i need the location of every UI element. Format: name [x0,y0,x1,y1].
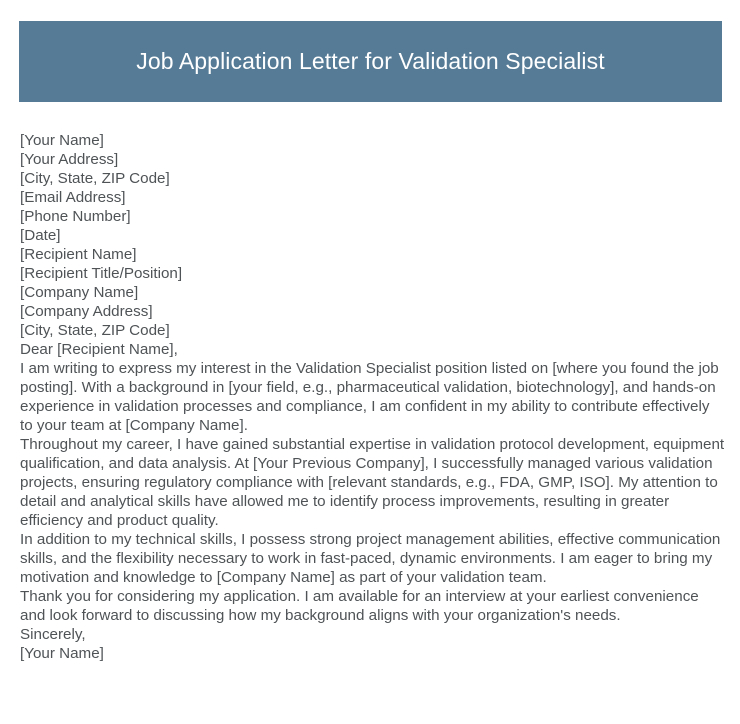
letter-body [20,131,726,663]
letter-line: Sincerely, [20,626,86,643]
letter-line: [City, State, ZIP Code] [20,322,170,339]
letter-line: [Phone Number] [20,208,131,225]
letter-line: [Recipient Title/Position] [20,265,183,282]
document-header-banner [19,21,722,102]
letter-line: [Email Address] [20,189,126,206]
letter-line: [Your Address] [20,151,119,168]
letter-line: [Date] [20,227,61,244]
letter-line: [Your Name] [20,645,104,662]
letter-line: [City, State, ZIP Code] [20,170,170,187]
page-title: Job Application Letter for Validation Specialist [136,47,605,74]
letter-line: [Company Name] [20,284,139,301]
letter-line: I am writing to express my interest in the Validation Specialist position listed on [where you found the job posting]. With a background in [your field, e.g., pharmaceutical validation, biotechnology], and hands-on experience in validation processes and compliance, I am confident in my ability to contribute effectively to your team at [Company Name]. [20,360,719,434]
letter-line: Throughout my career, I have gained substantial expertise in validation protocol development, equipment qualification, and data analysis. At [Your Previous Company], I successfully managed various validation projects, ensuring regulatory compliance with [relevant standards, e.g., FDA, GMP, ISO]. My attention to detail and analytical skills have allowed me to identify process improvements, resulting in greater efficiency and product quality. [20,436,725,529]
letter-line: [Your Name] [20,132,104,149]
letter-line: In addition to my technical skills, I possess strong project management abilities, effective communication skills, and the flexibility necessary to work in fast-paced, dynamic environments. I am eager to bring my motivation and knowledge to [Company Name] as part of your validation team. [20,531,721,586]
letter-line: [Company Address] [20,303,153,320]
letter-line: Dear [Recipient Name], [20,341,178,358]
letter-line: Thank you for considering my application. I am available for an interview at your earliest convenience and look forward to discussing how my background aligns with your organization's needs. [20,588,699,624]
letter-line: [Recipient Name] [20,246,137,263]
